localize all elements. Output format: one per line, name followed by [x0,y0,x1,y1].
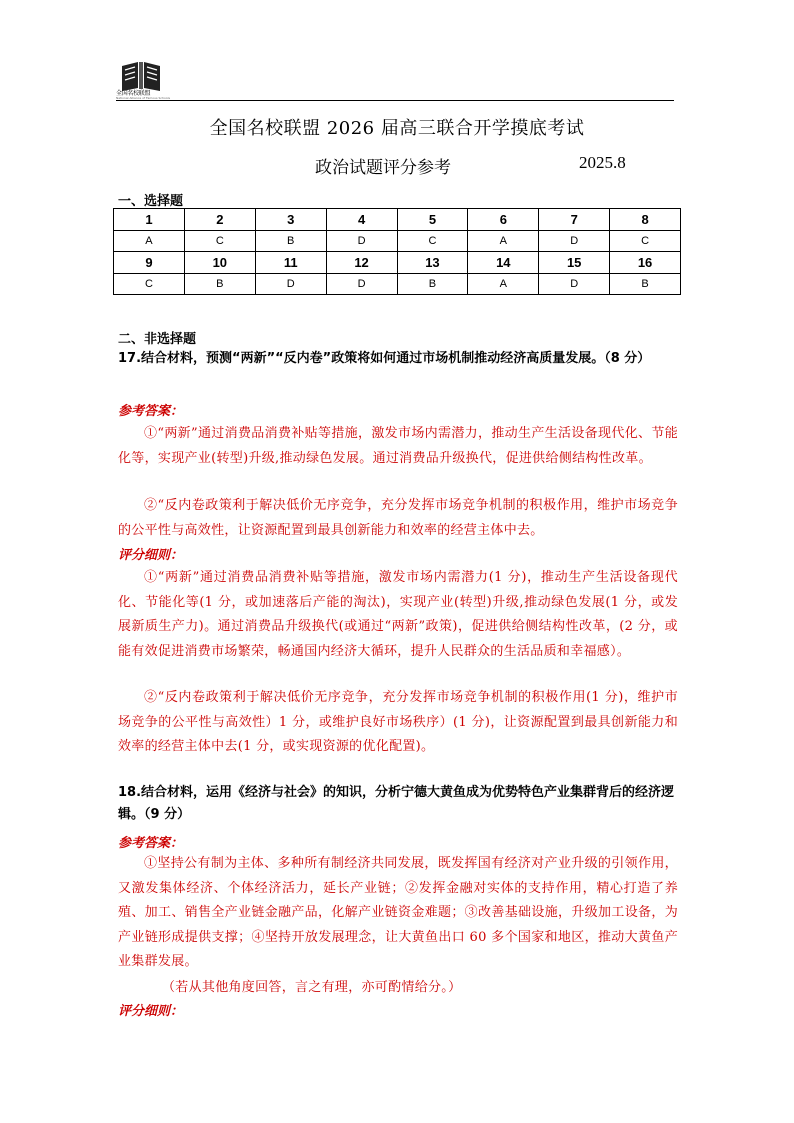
rubric-17-point-2: ②“反内卷政策利于解决低价无序竞争，充分发挥市场竞争机制的积极作用(1 分)，维护市场竞争的公平性与高效性）1 分，或维护良好市场秩序）(1 分)，让资源配置到最具创新能力和效率的经营主体中去(1 分，或实现资源的优化配置)。 [118,690,678,754]
header-divider [116,100,674,101]
table-row [114,231,681,252]
document-title: 全国名校联盟 2026 届高三联合开学摸底考试 [209,118,585,139]
answer-cell: D [326,274,397,295]
answer-cell: B [255,231,326,252]
answer-18-point-1: ①坚持公有制为主体、多种所有制经济共同发展，既发挥国有经济对产业升级的引领作用，又激发集体经济、个体经济活力，延长产业链；②发挥金融对实体的支持作用，精心打造了养殖、加工、销售全产业链金融产品，化解产业链资金难题；③改善基础设施，升级加工设备，为产业链形成提供支撑；④坚持开放发展理念，让大黄鱼出口 60 多个国家和地区，推动大黄鱼产业集群发展。 [118,856,678,969]
table-row [114,209,681,231]
question-number: 15 [539,252,610,274]
rubric-17-point-1: ①“两新”通过消费品消费补贴等措施，激发市场内需潜力(1 分)，推动生产生活设备现代化、节能化等(1 分，或加速落后产能的淘汰)，实现产业(转型)升级,推动绿色发展(1 分，或发展新质生产力)。通过消费品升级换代(或通过“两新”政策)，促进供给侧结构性改革，(2 分，或能有效促进消费市场繁荣，畅通国内经济大循环，提升人民群众的生活品质和幸福感）。 [118,570,678,659]
answer-label-17: 参考答案： [118,404,184,419]
document-date: 2025.8 [579,153,626,172]
rubric-label-17: 评分细则： [118,548,184,563]
rubric-label-18: 评分细则： [118,1004,184,1019]
answer-cell: B [184,274,255,295]
section-heading-choice: 一、选择题 [118,194,184,209]
answer-cell: D [539,274,610,295]
answer-cell: C [114,274,185,295]
question-number: 11 [255,252,326,274]
grading-note-18: （若从其他角度回答，言之有理，亦可酌情给分。） [162,980,462,995]
table-row [114,274,681,295]
question-number: 4 [326,209,397,231]
answer-cell: B [397,274,468,295]
question-number: 13 [397,252,468,274]
answer-cell: C [610,231,681,252]
question-number: 3 [255,209,326,231]
answer-cell: C [184,231,255,252]
answer-cell: A [468,231,539,252]
table-row [114,252,681,274]
answer-cell: B [610,274,681,295]
question-number: 14 [468,252,539,274]
answer-cell: A [468,274,539,295]
question-number: 1 [114,209,185,231]
question-17: 17.结合材料，预测“两新”“反内卷”政策将如何通过市场机制推动经济高质量发展。（8 分） [118,351,651,366]
question-number: 8 [610,209,681,231]
question-number: 5 [397,209,468,231]
answer-17-point-1: ①“两新”通过消费品消费补贴等措施，激发市场内需潜力，推动生产生活设备现代化、节能化等，实现产业(转型)升级,推动绿色发展。通过消费品升级换代，促进供给侧结构性改革。 [118,426,678,466]
section-heading-nonchoice: 二、非选择题 [118,332,197,347]
question-18: 18.结合材料，运用《经济与社会》的知识，分析宁德大黄鱼成为优势特色产业集群背后的经济逻辑。（9 分） [118,785,675,822]
answer-label-18: 参考答案： [118,836,184,851]
answer-cell: D [326,231,397,252]
logo-subcaption: National Alliance of Famous Schools [116,96,171,100]
question-number: 10 [184,252,255,274]
answer-cell: A [114,231,185,252]
question-number: 2 [184,209,255,231]
question-number: 9 [114,252,185,274]
question-number: 7 [539,209,610,231]
question-number: 12 [326,252,397,274]
logo-caption: 全国名校联盟 [116,90,151,97]
answer-key-table [113,208,681,295]
answer-cell: D [255,274,326,295]
answer-17-point-2: ②“反内卷政策利于解决低价无序竞争，充分发挥市场竞争机制的积极作用，维护市场竞争的公平性与高效性，让资源配置到最具创新能力和效率的经营主体中去。 [118,498,678,538]
answer-cell: D [539,231,610,252]
question-number: 6 [468,209,539,231]
answer-cell: C [397,231,468,252]
question-number: 16 [610,252,681,274]
document-subtitle: 政治试题评分参考 [315,158,451,178]
